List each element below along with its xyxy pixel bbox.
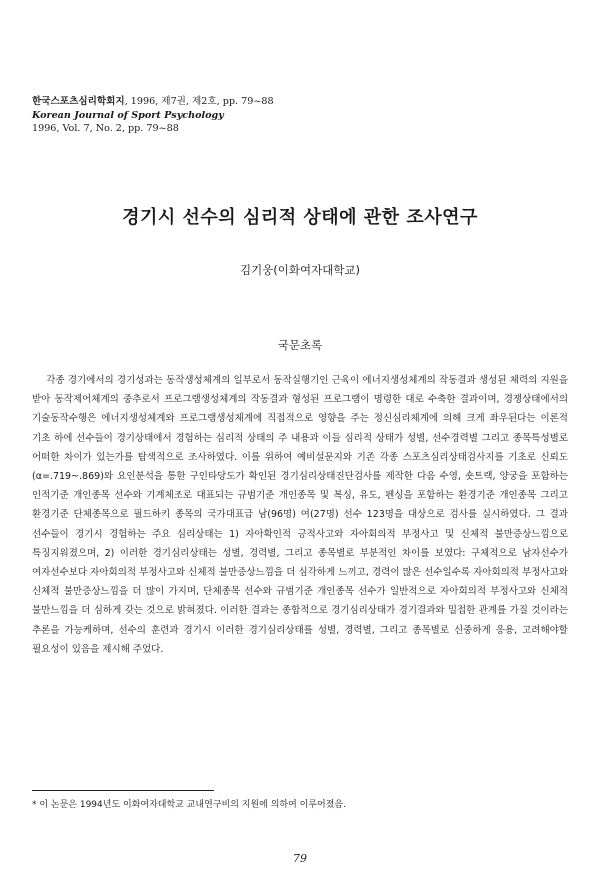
journal-header: [32, 95, 274, 136]
korean-journal-name: 한국스포츠심리학회지: [32, 96, 125, 107]
english-citation: 1996, Vol. 7, No. 2, pp. 79~88: [32, 123, 179, 134]
english-journal-name: Korean Journal of Sport Psychology: [32, 109, 224, 121]
korean-citation: , 1996, 제7권, 제2호, pp. 79~88: [124, 96, 274, 107]
abstract-body: 각종 경기에서의 경기성과는 동작생성체계의 일부로서 동작실행기인 근육이 에너지생성체계의 작동결과 생성된 체력의 지원을 받아 동작제어체계의 중추로서 프로그램생성체계의 작동결과 형성된 프로그램이 명령한 대로 수축한 결과이며, 경쟁상태에서의 기술동작수행은 에너지생성체계와 프로그램생성체계에 직접적으로 영향을 주는 정신심리체계에 의해 크게 좌우된다는 이론적 기초 하에 선수들이 경기상태에서 경험하는 심리적 상태의 주 내용과 이들 심리적 상태가 성별, 선수경력별 그리고 종목특성별로 어떠한 차이가 있는가를 탐색적으로 조사하였다. 이를 위하여 예비설문지와 기존 각종 스포츠심리상태검사지를 기초로 신뢰도(α=.719~.869)와 요인분석을 통한 구인타당도가 확인된 경기심리상태진단검사를 제작한 다음 수영, 숏트랙, 양궁을 포함하는 인적기준 개인종목 선수와 기계체조로 대표되는 규범기준 개인종목 및 복싱, 유도, 펜싱을 포함하는 환경기준 개인종목 그리고 환경기준 단체종목으로 필드하키 종목의 국가대표급 남(96명) 여(27명) 선수 123명을 대상으로 검사를 실시하였다. 그 결과 선수들이 경기시 경험하는 주요 심리상태는 1) 자아확인적 긍적사고와 자아회의적 부정사고 및 신체적 불만증상느낌으로 특징지워졌으며, 2) 이러한 경기심리상태는 성별, 경력별, 그리고 종목별로 부분적인 차이를 보였다: 구체적으로 남자선수가 여자선수보다 자아회의적 부정사고와 신체적 불만증상느낌을 더 심각하게 느끼고, 경력이 많은 선수일수록 자아회의적 부정사고와 신체적 불만증상느낌을 더 많이 가지며, 단체종목 선수와 규범기준 개인종목 선수가 일반적으로 자아회의적 부정사고와 신체적 불만느낌을 더 심하게 갖는 것으로 밝혀졌다. 이러한 결과는 종합적으로 경기심리상태가 경기결과와 밀접한 관계를 가질 것이라는 추론을 가능케하며, 선수의 훈련과 경기시 이러한 경기심리상태를 성별, 경력별, 그리고 종목별로 신중하게 응용, 고려해야할 필요성이 있음을 제시해 주었다.: [32, 375, 568, 655]
abstract-heading: 국문초록: [277, 338, 323, 352]
page-number: 79: [293, 852, 307, 865]
paper-title: 경기시 선수의 심리적 상태에 관한 조사연구: [122, 207, 478, 228]
korean-citation-line: [32, 95, 274, 109]
footnote: * 이 논문은 1994년도 이화여자대학교 교내연구비의 지원에 의하여 이루어졌음.: [32, 800, 346, 810]
footnote-divider: [32, 790, 214, 791]
author-affiliation: 김기웅(이화여자대학교): [239, 263, 361, 277]
